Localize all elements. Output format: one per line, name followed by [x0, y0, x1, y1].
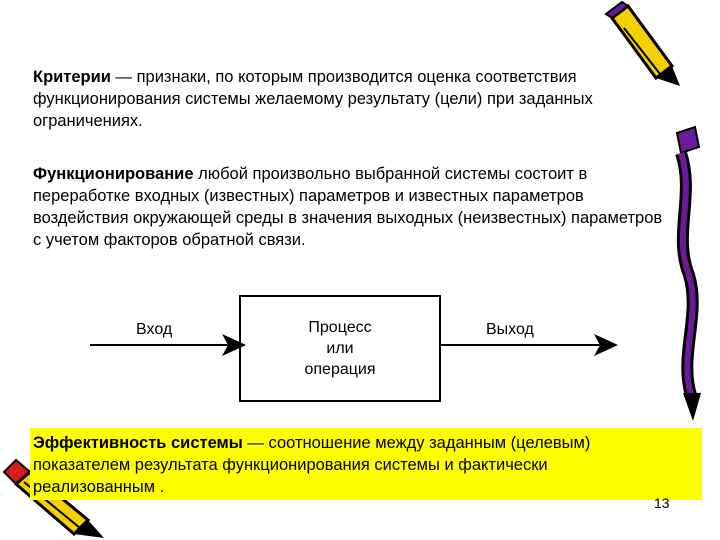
- efficiency-text: — соотношение между заданным (целевым) показателем результата функционирования системы и фактически реализованным .: [33, 434, 591, 496]
- functioning-text: любой произвольно выбранной системы состоит в переработке входных (известных) параметров и известных параметров воздействия окружающей среды в значения выходных (неизвестных) параметров с учетом факторов обратной связи.: [33, 165, 663, 249]
- output-label: Выход: [486, 321, 534, 338]
- efficiency-paragraph: [33, 432, 663, 498]
- functioning-term: Функционирование: [33, 165, 194, 183]
- criteria-term: Критерии: [33, 68, 111, 86]
- process-line-2: или: [326, 340, 354, 357]
- efficiency-term: Эффективность системы: [33, 434, 243, 452]
- input-label: Вход: [136, 321, 173, 338]
- criteria-text: — признаки, по которым производится оценка соответствия функционирования системы желаемому результату (цели) при заданных ограничениях.: [33, 68, 593, 130]
- process-box-label: [240, 296, 440, 401]
- process-line-3: операция: [304, 361, 376, 378]
- page-number: 13: [654, 495, 670, 511]
- process-line-1: Процесс: [308, 319, 372, 336]
